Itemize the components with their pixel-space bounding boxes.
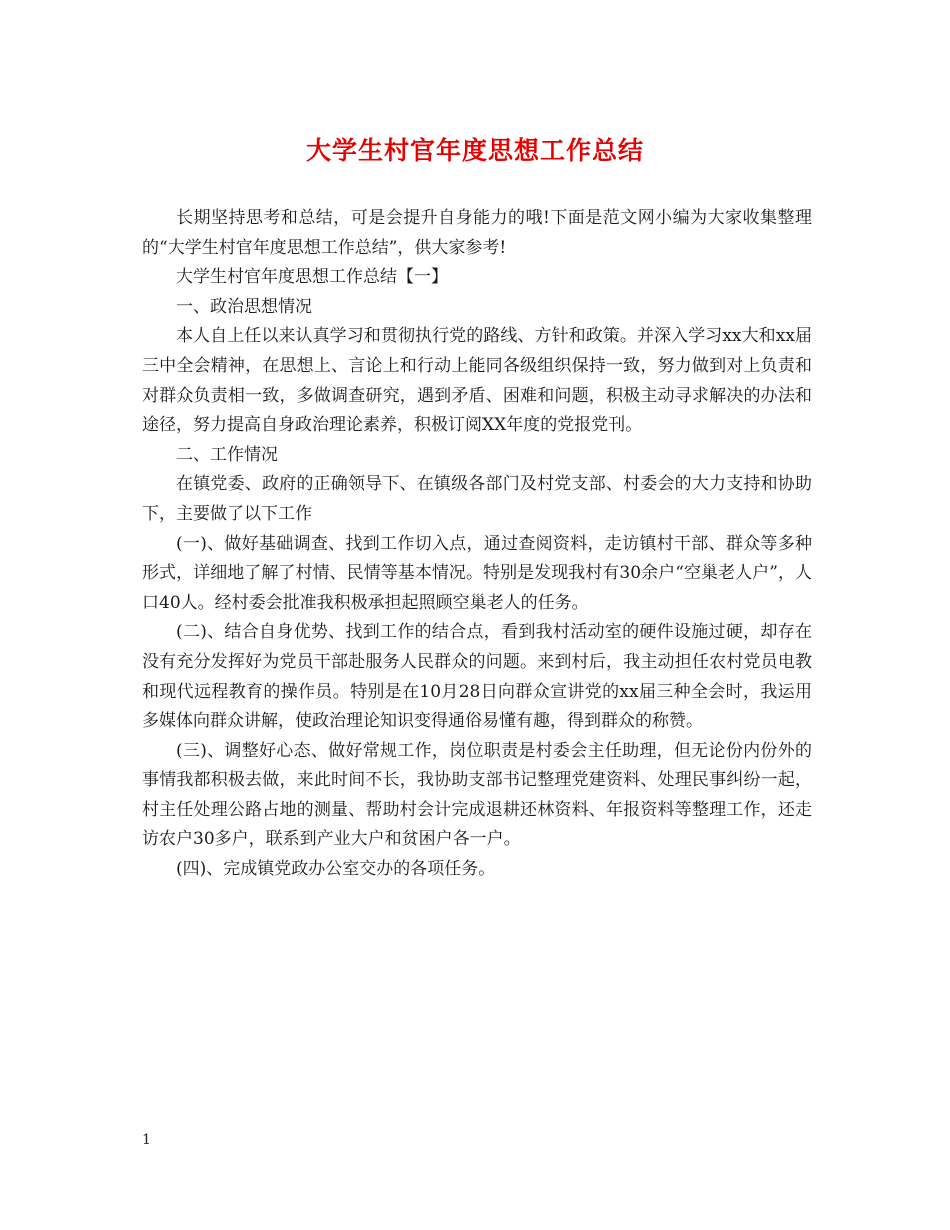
document-title: 大学生村官年度思想工作总结 (305, 136, 644, 165)
heading-work-situation: 二、工作情况 (176, 444, 278, 465)
paragraph-item-1: (一)、做好基础调查、找到工作切入点，通过查阅资料，走访镇村干部、群众等多种形式，详细地了解了村情、民情等基本情况。特别是发现我村有30余户“空巢老人户”，人口40人。经村委会批准我积极承担起照顾空巢老人的任务。 (142, 533, 812, 613)
paragraph-item-4: (四)、完成镇党政办公室交办的各项任务。 (176, 859, 496, 880)
document-body (142, 204, 812, 885)
paragraph-item-2: (二)、结合自身优势、找到工作的结合点，看到我村活动室的硬件设施过硬，却存在没有充分发挥好为党员干部赴服务人民群众的问题。来到村后，我主动担任农村党员电教和现代远程教育的操作员。特别是在10月28日向群众宣讲党的xx届三种全会时，我运用多媒体向群众讲解，使政治理论知识变得通俗易懂有趣，得到群众的称赞。 (142, 622, 812, 732)
heading-political-thought: 一、政治思想情况 (176, 296, 312, 317)
page-number: 1 (142, 1132, 151, 1148)
paragraph-intro: 长期坚持思考和总结，可是会提升自身能力的哦!下面是范文网小编为大家收集整理的“大学生村官年度思想工作总结”，供大家参考! (142, 208, 812, 258)
paragraph-political-thought: 本人自上任以来认真学习和贯彻执行党的路线、方针和政策。并深入学习xx大和xx届三中全会精神，在思想上、言论上和行动上能同各级组织保持一致，努力做到对上负责和对群众负责相一致，多做调查研究，遇到矛盾、困难和问题，积极主动寻求解决的办法和途径，努力提高自身政治理论素养，积极订阅XX年度的党报党刊。 (142, 326, 812, 436)
paragraph-work-situation: 在镇党委、政府的正确领导下、在镇级各部门及村党支部、村委会的大力支持和协助下，主要做了以下工作 (142, 474, 812, 524)
paragraph-item-3: (三)、调整好心态、做好常规工作，岗位职责是村委会主任助理，但无论份内份外的事情我都积极去做，来此时间不长，我协助支部书记整理党建资料、处理民事纠纷一起，村主任处理公路占地的测量、帮助村会计完成退耕还林资料、年报资料等整理工作，还走访农户30多户，联系到产业大户和贫困户各一户。 (142, 740, 812, 850)
section-heading-one: 大学生村官年度思想工作总结【一】 (176, 267, 448, 288)
